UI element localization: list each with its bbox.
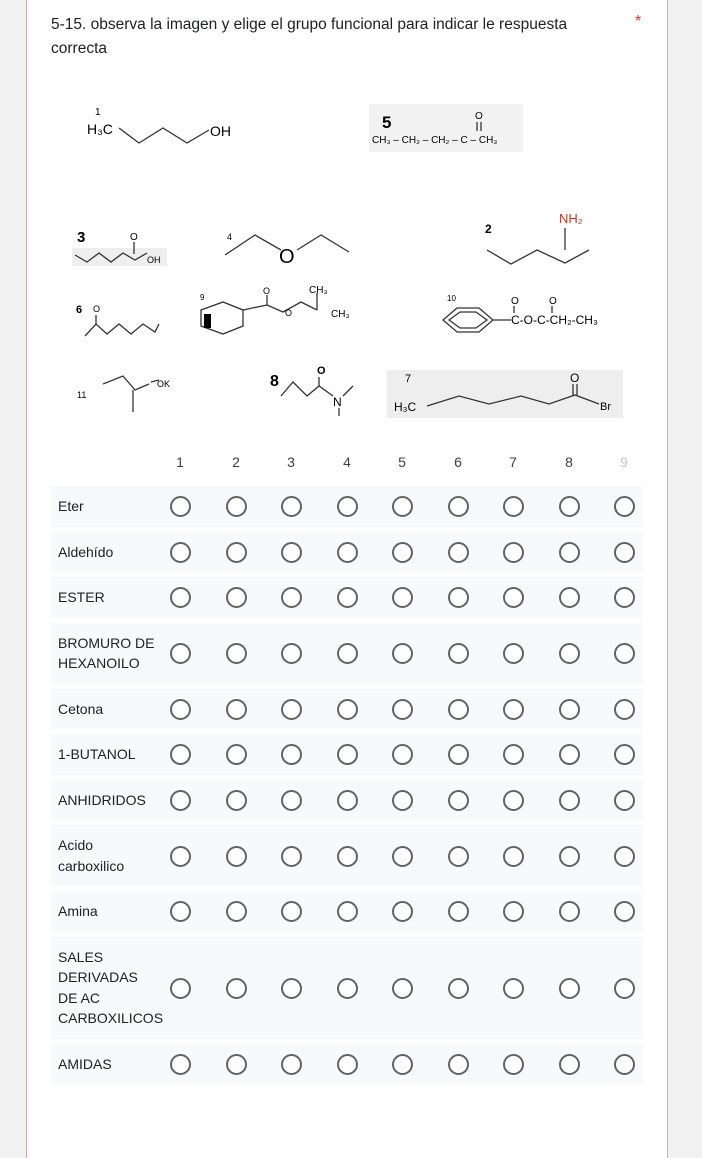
radio-option-col-7[interactable] <box>503 1054 524 1075</box>
svg-text:O: O <box>317 365 326 377</box>
grid-row <box>51 486 643 527</box>
radio-option-col-1[interactable] <box>170 901 191 922</box>
radio-option-col-3[interactable] <box>281 699 302 720</box>
radio-option-col-3[interactable] <box>281 901 302 922</box>
choice-grid <box>51 446 643 1089</box>
radio-option-col-9[interactable] <box>614 790 635 811</box>
svg-text:C-O-C-CH₂-CH₃: C-O-C-CH₂-CH₃ <box>511 313 598 327</box>
row-label: SALES DERIVADAS DE AC CARBOXILICOS <box>58 948 164 1026</box>
radio-option-col-5[interactable] <box>392 643 413 664</box>
radio-option-col-4[interactable] <box>337 1054 358 1075</box>
radio-option-col-6[interactable] <box>448 542 469 563</box>
radio-option-col-9[interactable] <box>614 643 635 664</box>
column-header-9: 9 <box>620 454 628 470</box>
column-header-1: 1 <box>176 454 184 470</box>
radio-option-col-8[interactable] <box>559 1054 580 1075</box>
svg-text:O: O <box>570 371 580 385</box>
radio-option-col-7[interactable] <box>503 496 524 517</box>
radio-option-col-1[interactable] <box>170 744 191 765</box>
row-label: BROMURO DE HEXANOILO <box>58 634 155 671</box>
radio-option-col-3[interactable] <box>281 846 302 867</box>
radio-option-col-5[interactable] <box>392 699 413 720</box>
radio-option-col-6[interactable] <box>448 744 469 765</box>
radio-option-col-5[interactable] <box>392 846 413 867</box>
radio-option-col-8[interactable] <box>559 901 580 922</box>
svg-text:NH₂: NH₂ <box>559 211 583 226</box>
row-label: ANHIDRIDOS <box>58 791 146 808</box>
molecule-10 <box>443 294 598 332</box>
radio-option-col-6[interactable] <box>448 901 469 922</box>
radio-option-col-3[interactable] <box>281 1054 302 1075</box>
radio-option-col-2[interactable] <box>226 790 247 811</box>
radio-option-col-6[interactable] <box>448 1054 469 1075</box>
molecule-8 <box>270 365 353 416</box>
svg-text:9: 9 <box>200 293 205 302</box>
svg-text:H₃C: H₃C <box>87 121 113 137</box>
molecules-figure <box>27 90 667 430</box>
molecule-1 <box>87 107 231 143</box>
row-label: ESTER <box>58 589 105 605</box>
radio-option-col-1[interactable] <box>170 1054 191 1075</box>
radio-option-col-9[interactable] <box>614 542 635 563</box>
radio-option-col-5[interactable] <box>392 587 413 608</box>
radio-option-col-8[interactable] <box>559 496 580 517</box>
radio-option-col-2[interactable] <box>226 978 247 999</box>
radio-option-col-7[interactable] <box>503 901 524 922</box>
radio-option-col-4[interactable] <box>337 643 358 664</box>
row-label: AMIDAS <box>58 1055 112 1072</box>
radio-option-col-5[interactable] <box>392 790 413 811</box>
radio-option-col-8[interactable] <box>559 790 580 811</box>
radio-option-col-1[interactable] <box>170 699 191 720</box>
radio-option-col-8[interactable] <box>559 744 580 765</box>
radio-option-col-6[interactable] <box>448 846 469 867</box>
radio-option-col-2[interactable] <box>226 699 247 720</box>
radio-option-col-2[interactable] <box>226 643 247 664</box>
svg-text:O: O <box>263 286 271 296</box>
molecule-3 <box>72 229 167 266</box>
radio-option-col-6[interactable] <box>448 699 469 720</box>
radio-option-col-8[interactable] <box>559 699 580 720</box>
svg-text:10: 10 <box>447 294 456 303</box>
molecule-6 <box>76 304 159 336</box>
svg-text:7: 7 <box>405 373 412 385</box>
radio-option-col-7[interactable] <box>503 587 524 608</box>
radio-option-col-5[interactable] <box>392 1054 413 1075</box>
grid-row <box>51 825 643 886</box>
radio-option-col-9[interactable] <box>614 978 635 999</box>
radio-option-col-7[interactable] <box>503 699 524 720</box>
svg-text:OK: OK <box>157 379 171 389</box>
radio-option-col-4[interactable] <box>337 846 358 867</box>
svg-text:OH: OH <box>210 123 231 139</box>
svg-text:O: O <box>285 308 293 318</box>
column-header-6: 6 <box>454 454 462 470</box>
svg-text:CH₃: CH₃ <box>309 285 328 296</box>
radio-option-col-2[interactable] <box>226 587 247 608</box>
svg-text:N: N <box>333 395 342 409</box>
svg-text:CH₃ – CH₂ – CH₂ – C – CH₃: CH₃ – CH₂ – CH₂ – C – CH₃ <box>372 135 498 146</box>
radio-option-col-1[interactable] <box>170 542 191 563</box>
molecule-4 <box>225 232 349 268</box>
row-label: Eter <box>58 498 84 514</box>
radio-option-col-1[interactable] <box>170 846 191 867</box>
grid-row <box>51 734 643 775</box>
svg-text:8: 8 <box>270 373 279 390</box>
radio-option-col-1[interactable] <box>170 496 191 517</box>
radio-option-col-8[interactable] <box>559 587 580 608</box>
molecule-2 <box>485 211 589 264</box>
radio-option-col-2[interactable] <box>226 496 247 517</box>
row-label: Aldehído <box>58 543 114 560</box>
row-label: 1-BUTANOL <box>58 746 136 762</box>
svg-text:5: 5 <box>382 113 392 132</box>
radio-option-col-5[interactable] <box>392 901 413 922</box>
radio-option-col-9[interactable] <box>614 1054 635 1075</box>
radio-option-col-2[interactable] <box>226 744 247 765</box>
radio-option-col-6[interactable] <box>448 587 469 608</box>
svg-text:11: 11 <box>77 390 87 400</box>
radio-option-col-6[interactable] <box>448 978 469 999</box>
svg-text:O: O <box>130 232 138 243</box>
molecule-5 <box>369 104 523 152</box>
radio-option-col-4[interactable] <box>337 744 358 765</box>
radio-option-col-5[interactable] <box>392 496 413 517</box>
radio-option-col-5[interactable] <box>392 542 413 563</box>
radio-option-col-2[interactable] <box>226 901 247 922</box>
svg-text:O: O <box>93 304 101 314</box>
radio-option-col-4[interactable] <box>337 542 358 563</box>
radio-option-col-9[interactable] <box>614 587 635 608</box>
column-header-7: 7 <box>509 454 517 470</box>
radio-option-col-4[interactable] <box>337 496 358 517</box>
molecule-9 <box>200 285 350 334</box>
radio-option-col-2[interactable] <box>226 542 247 563</box>
row-label: Acido carboxilico <box>58 837 125 874</box>
svg-text:1: 1 <box>95 107 101 118</box>
svg-text:H₃C: H₃C <box>394 400 417 414</box>
radio-option-col-7[interactable] <box>503 744 524 765</box>
column-header-3: 3 <box>287 454 295 470</box>
radio-option-col-3[interactable] <box>281 790 302 811</box>
column-header-5: 5 <box>398 454 406 470</box>
radio-option-col-8[interactable] <box>559 846 580 867</box>
radio-option-col-4[interactable] <box>337 699 358 720</box>
svg-text:O: O <box>511 296 519 307</box>
radio-option-col-6[interactable] <box>448 643 469 664</box>
radio-option-col-5[interactable] <box>392 744 413 765</box>
grid-header <box>51 446 643 486</box>
row-label: Cetona <box>58 700 104 717</box>
grid-row <box>51 780 643 821</box>
radio-option-col-3[interactable] <box>281 643 302 664</box>
radio-option-col-8[interactable] <box>559 542 580 563</box>
radio-option-col-7[interactable] <box>503 846 524 867</box>
svg-text:Br: Br <box>600 401 611 413</box>
svg-text:O: O <box>475 111 483 122</box>
radio-option-col-3[interactable] <box>281 978 302 999</box>
svg-text:O: O <box>549 296 557 307</box>
svg-text:6: 6 <box>76 304 83 316</box>
grid-row <box>51 1044 643 1085</box>
column-header-2: 2 <box>232 454 240 470</box>
molecule-11 <box>77 376 170 412</box>
radio-option-col-2[interactable] <box>226 846 247 867</box>
radio-option-col-1[interactable] <box>170 643 191 664</box>
svg-text:3: 3 <box>77 229 86 246</box>
column-header-4: 4 <box>343 454 351 470</box>
radio-option-col-3[interactable] <box>281 542 302 563</box>
radio-option-col-9[interactable] <box>614 846 635 867</box>
svg-text:CH₃: CH₃ <box>331 309 350 320</box>
molecule-7 <box>387 370 623 418</box>
question-image <box>27 90 667 430</box>
row-label: Amina <box>58 903 98 919</box>
grid-row <box>51 937 643 1039</box>
radio-option-col-9[interactable] <box>614 744 635 765</box>
question-title: 5-15. observa la imagen y elige el grupo funcional para indicar le respuesta correcta <box>51 16 568 57</box>
svg-text:2: 2 <box>485 222 492 236</box>
svg-text:4: 4 <box>227 232 233 242</box>
grid-row <box>51 623 643 684</box>
radio-option-col-8[interactable] <box>559 978 580 999</box>
radio-option-col-1[interactable] <box>170 978 191 999</box>
radio-option-col-9[interactable] <box>614 699 635 720</box>
radio-option-col-7[interactable] <box>503 542 524 563</box>
radio-option-col-8[interactable] <box>559 643 580 664</box>
radio-option-col-1[interactable] <box>170 587 191 608</box>
column-header-8: 8 <box>565 454 573 470</box>
grid-row <box>51 891 643 932</box>
radio-option-col-6[interactable] <box>448 790 469 811</box>
radio-option-col-7[interactable] <box>503 643 524 664</box>
radio-option-col-2[interactable] <box>226 1054 247 1075</box>
radio-option-col-7[interactable] <box>503 790 524 811</box>
radio-option-col-3[interactable] <box>281 587 302 608</box>
radio-option-col-3[interactable] <box>281 496 302 517</box>
radio-option-col-4[interactable] <box>337 901 358 922</box>
svg-text:O: O <box>279 246 295 268</box>
grid-row <box>51 532 643 573</box>
radio-option-col-5[interactable] <box>392 978 413 999</box>
radio-option-col-4[interactable] <box>337 978 358 999</box>
radio-option-col-6[interactable] <box>448 496 469 517</box>
radio-option-col-7[interactable] <box>503 978 524 999</box>
svg-text:OH: OH <box>147 255 161 265</box>
radio-option-col-1[interactable] <box>170 790 191 811</box>
question-card <box>26 0 668 1158</box>
radio-option-col-4[interactable] <box>337 790 358 811</box>
grid-row <box>51 689 643 730</box>
radio-option-col-3[interactable] <box>281 744 302 765</box>
required-asterisk: * <box>635 13 642 30</box>
radio-option-col-9[interactable] <box>614 496 635 517</box>
radio-option-col-9[interactable] <box>614 901 635 922</box>
radio-option-col-4[interactable] <box>337 587 358 608</box>
grid-row <box>51 577 643 618</box>
